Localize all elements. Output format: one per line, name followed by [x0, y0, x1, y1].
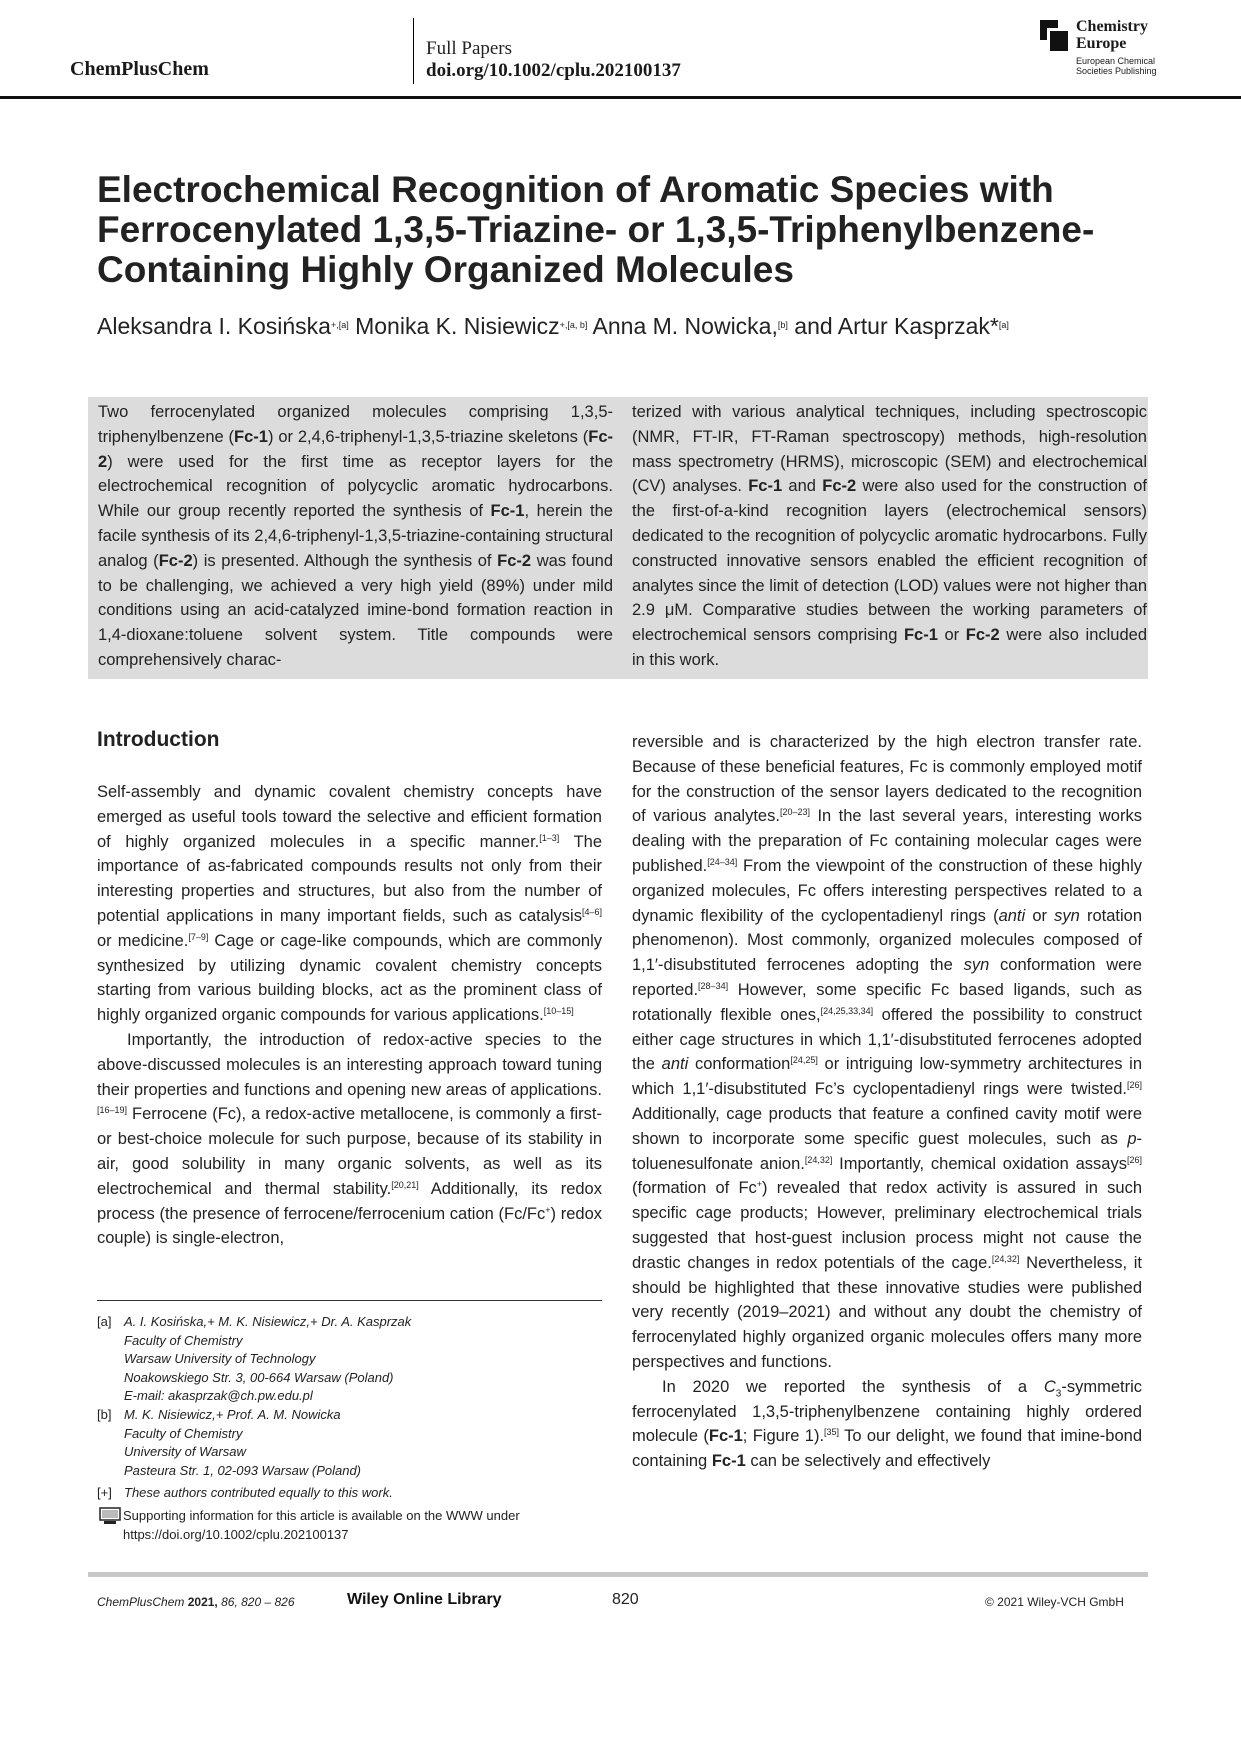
affiliation-footnotes: [97, 1313, 607, 1544]
footnote-rule: [97, 1300, 602, 1301]
affiliation-a: [a] A. I. Kosińska,+ M. K. Nisiewicz,+ Dr. A. Kasprzak Faculty of Chemistry Warsaw University of Technology Noakowskiego Str. 3, 00-664 Warsaw (Poland) E-mail: akasprzak@ch.pw.edu.pl: [97, 1314, 412, 1404]
supporting-info-link[interactable]: Supporting information for this article is available on the WWW under https://doi.org/10.1002/cplu.202100137: [123, 1507, 520, 1542]
header-rule: [0, 96, 1241, 99]
article-title: Electrochemical Recognition of Aromatic Species with Ferrocenylated 1,3,5-Triazine- or 1,3,5-Triphenylbenzene-Containing Highly Organized Molecules: [97, 169, 1095, 290]
monitor-icon: [97, 1507, 123, 1525]
footer-rule: [88, 1572, 1148, 1577]
author-name: Anna M. Nowicka,: [592, 313, 778, 339]
paragraph: Importantly, the introduction of redox-active species to the above-discussed molecules is an interesting approach toward tuning their properties and functions and opening new areas of applications.[16–19] Ferrocene (Fc), a redox-active metallocene, is commonly a first- or best-choice molecule for such purpose, because of its stability in air, good solubility in many organic solvents, as well as its electrochemical and thermal stability.[20,21] Additionally, its redox process (the presence of ferrocene/ferrocenium cation (Fc/Fc+) redox couple) is single-electron,: [97, 1030, 602, 1248]
wiley-online-library-link[interactable]: Wiley Online Library: [347, 1591, 502, 1608]
paragraph: Self-assembly and dynamic covalent chemistry concepts have emerged as useful tools toward the selective and efficient formation of highly organized molecules in a specific manner.[1–3] The importance of as-fabricated compounds results not only from their interesting properties and structures, but also from the number of potential applications in many important fields, such as catalysis[4–6] or medicine.[7–9] Cage or cage-like compounds, which are commonly synthesized by utilizing dynamic covalent chemistry concepts starting from various building blocks, act as the prominent class of highly organized organic compounds for various applications.[10–15]: [97, 783, 602, 1025]
author-affiliation: +,[a, b]: [559, 320, 588, 330]
header-divider: [413, 18, 414, 84]
publisher-subtitle: European Chemical Societies Publishing: [1076, 56, 1157, 76]
paragraph: reversible and is characterized by the high electron transfer rate. Because of these beneficial features, Fc is commonly employed motif for the construction of the sensor layers dedicated to the recognition of various analytes.[20–23] In the last several years, interesting works dealing with the preparation of Fc containing molecular cages were published.[24–34] From the viewpoint of the construction of these highly organized molecules, Fc offers interesting perspectives related to a dynamic flexibility of the cyclopentadienyl rings (anti or syn rotation phenomenon). Most commonly, organized molecules composed of 1,1′-disubstituted ferrocenes adopting the syn conformation were reported.[28–34] However, some specific Fc based ligands, such as rotationally flexible ones,[24,25,33,34] offered the possibility to construct either cage structures in which 1,1′-disubstituted ferrocenes adopted the anti conformation[24,25] or intriguing low-symmetry architectures in which 1,1′-disubstituted Fc’s cyclopentadienyl rings were twisted.[26] Additionally, cage products that feature a confined cavity motif were shown to incorporate some specific guest molecules, such as p-toluenesulfonate anion.[24,32] Importantly, chemical oxidation assays[26] (formation of Fc+) revealed that redox activity is assured in such specific cage products; However, preliminary electrochemical trials suggested that host-guest inclusion process might not cause the drastic changes in redox potentials of the cage.[24,32] Nevertheless, it should be highlighted that these innovative studies were published very recently (2019–2021) and without any doubt the chemistry of ferrocenylated highly organized organic molecules offers many more perspectives and functions.: [632, 733, 1143, 1371]
doi-link[interactable]: doi.org/10.1002/cplu.202100137: [426, 60, 681, 81]
footer-citation: ChemPlusChem 2021, 86, 820 – 826: [97, 1595, 295, 1609]
copyright: © 2021 Wiley-VCH GmbH: [985, 1595, 1124, 1609]
chemistry-europe-logo-icon: [1040, 20, 1070, 52]
author-name: Aleksandra I. Kosińska: [97, 313, 331, 339]
affiliation-names: M. K. Nisiewicz,+ Prof. A. M. Nowicka: [124, 1406, 341, 1422]
affiliation-names: A. I. Kosińska,+ M. K. Nisiewicz,+ Dr. A. Kasprzak: [124, 1314, 412, 1329]
abstract-right-column: terized with various analytical techniques, including spectroscopic (NMR, FT-IR, FT-Raman spectroscopy) methods, high-resolution mass spectrometry (HRMS), microscopic (SEM) and electrochemical (CV) analyses. Fc-1 and Fc-2 were also used for the construction of the first-of-a-kind recognition layers (electrochemical sensors) dedicated to the recognition of polycyclic aromatic hydrocarbons. Fully constructed innovative sensors enabled the efficient recognition of analytes since the limit of detection (LOD) values were not higher than 2.9 μM. Comparative studies between the working parameters of electrochemical sensors comprising Fc-1 or Fc-2 were also included in this work.: [632, 403, 1148, 669]
author-name: Monika K. Nisiewicz: [355, 313, 560, 339]
body-left-column: [97, 780, 602, 1251]
abstract-left-column: Two ferrocenylated organized molecules comprising 1,3,5-triphenylbenzene (Fc-1) or 2,4,6-triphenyl-1,3,5-triazine skeletons (Fc-2) were used for the first time as receptor layers for the electrochemical recognition of polycyclic aromatic hydrocarbons. While our group recently reported the synthesis of Fc-1, herein the facile synthesis of its 2,4,6-triphenyl-1,3,5-triazine-containing structural analog (Fc-2) is presented. Although the synthesis of Fc-2 was found to be challenging, we achieved a very high yield (89%) under mild conditions using an acid-catalyzed imine-bond formation reaction in 1,4-dioxane:toluene solvent system. Title compounds were comprehensively charac-: [98, 403, 613, 669]
author-list: [97, 313, 1157, 340]
section-heading-introduction: Introduction: [97, 728, 220, 751]
paragraph: In 2020 we reported the synthesis of a $C_3$-symmetric ferrocenylated 1,3,5-triphenylbenzene containing highly ordered molecule (Fc-1; Figure 1).[35] To our delight, we found that imine-bond containing Fc-1 can be selectively and effectively: [632, 1377, 1142, 1471]
supporting-info-note: [97, 1507, 607, 1544]
equal-contribution-note: [+] These authors contributed equally to this work.: [97, 1485, 393, 1501]
journal-name: ChemPlusChem: [70, 58, 209, 80]
author-name: Artur Kasprzak*: [837, 313, 999, 339]
section-label: Full Papers: [426, 38, 513, 59]
page-number: 820: [612, 1591, 639, 1608]
publisher-logo: [1040, 18, 1180, 80]
email-link[interactable]: E-mail: akasprzak@ch.pw.edu.pl: [124, 1388, 313, 1404]
publisher-name: Chemistry Europe: [1076, 18, 1148, 52]
author-affiliation: [b]: [777, 320, 788, 330]
author-affiliation: [a]: [998, 320, 1009, 330]
author-affiliation: +,[a]: [330, 320, 349, 330]
affiliation-b: [b] M. K. Nisiewicz,+ Prof. A. M. Nowicka Faculty of Chemistry University of Warsaw Pasteura Str. 1, 02-093 Warsaw (Poland): [97, 1406, 362, 1478]
body-right-column: [632, 730, 1142, 1474]
author-conjunction: and: [794, 313, 833, 339]
